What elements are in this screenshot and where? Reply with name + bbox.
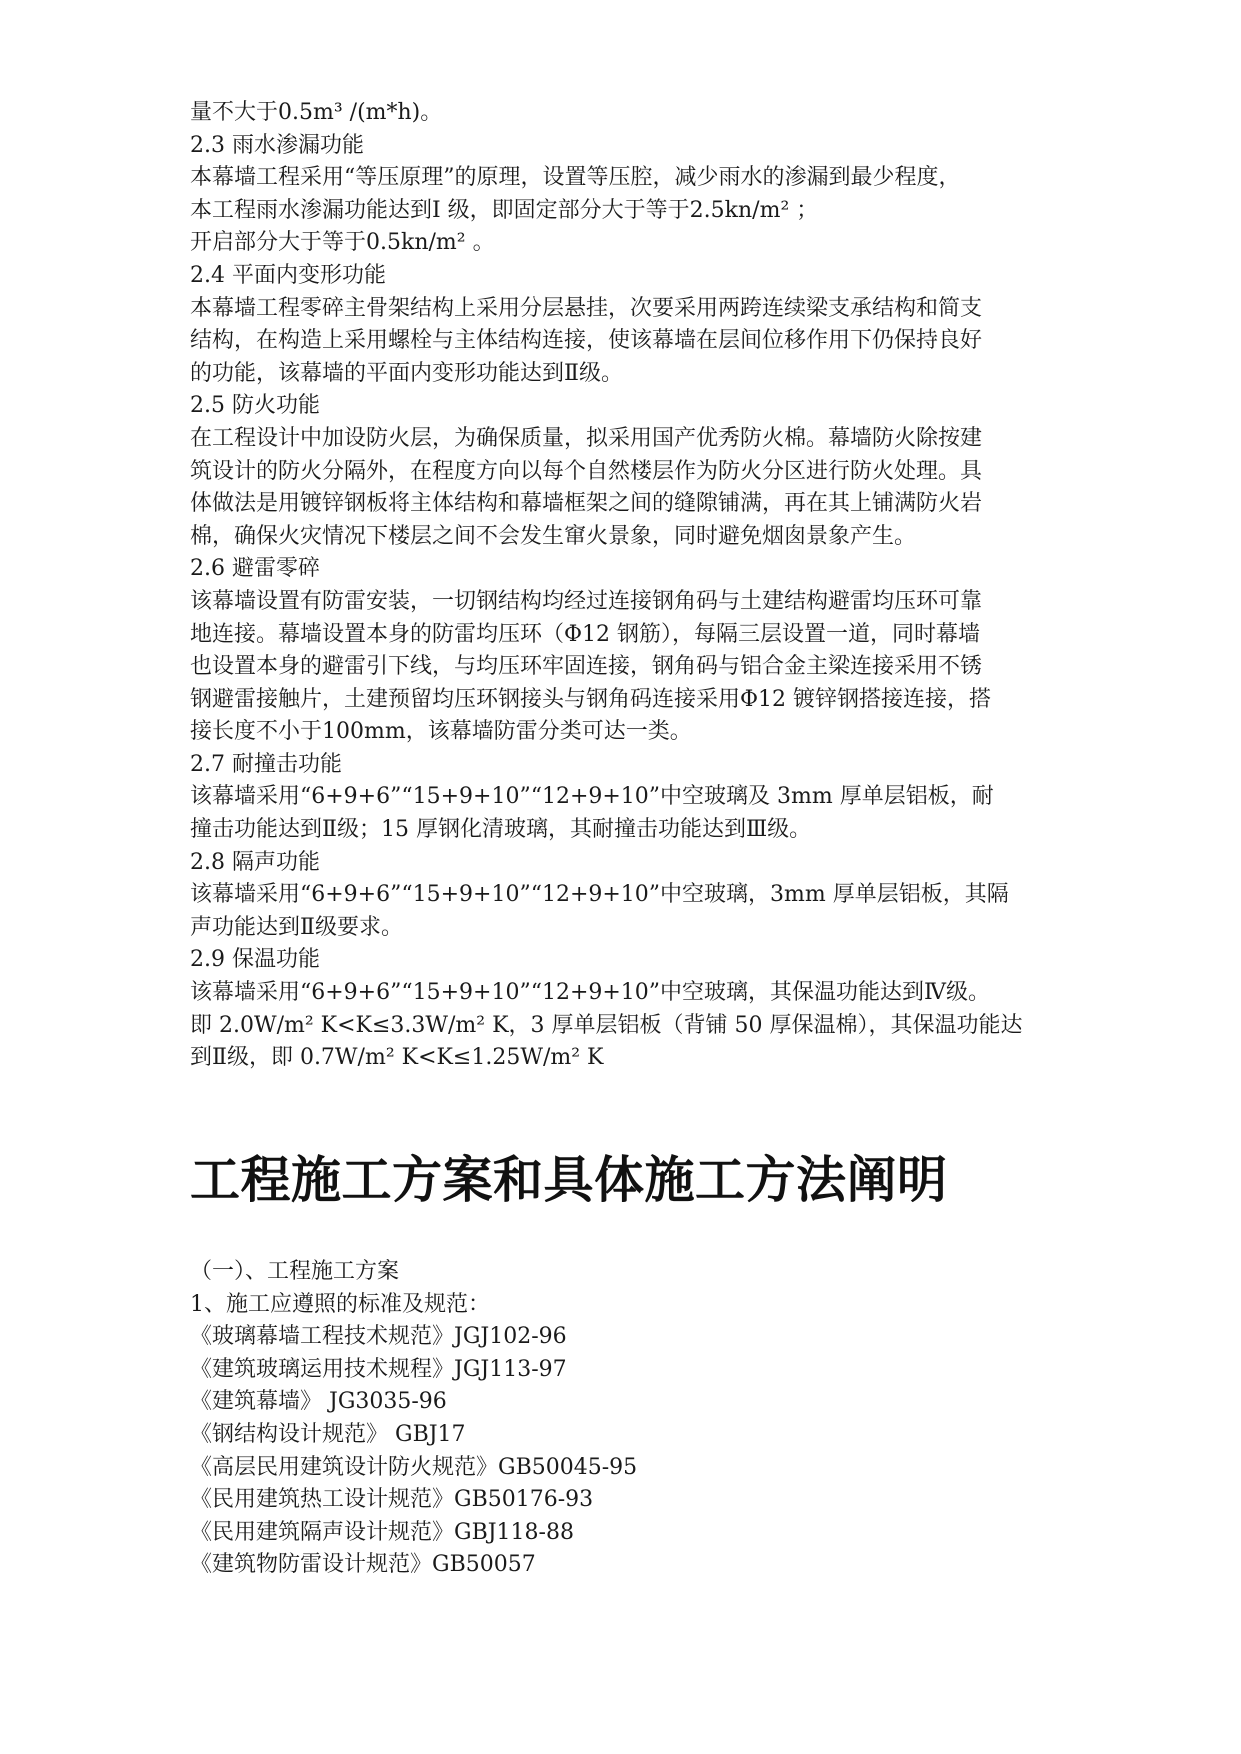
body-text-line: 接长度不小于100mm，该幕墙防雷分类可达一类。 — [190, 719, 692, 745]
body-text-line: 体做法是用镀锌钢板将主体结构和幕墙框架之间的缝隙铺满，再在其上铺满防火岩 — [190, 491, 983, 517]
body-text-line: 本幕墙工程采用“等压原理”的原理，设置等压腔，减少雨水的渗漏到最少程度， — [190, 165, 961, 191]
body-text-line: 《玻璃幕墙工程技术规范》JGJ102-96 — [190, 1324, 567, 1350]
body-text-line: 到Ⅱ级，即 0.7W/m² K<K≤1.25W/m² K — [190, 1045, 604, 1071]
body-text-line: 的功能，该幕墙的平面内变形功能达到Ⅱ级。 — [190, 360, 623, 386]
body-text-line: 结构，在构造上采用螺栓与主体结构连接，使该幕墙在层间位移作用下仍保持良好 — [190, 328, 983, 354]
body-text-line: 本工程雨水渗漏功能达到Ⅰ 级，即固定部分大于等于2.5kn/m² ； — [190, 197, 819, 223]
body-text-line: 即 2.0W/m² K<K≤3.3W/m² K，3 厚单层铝板（背铺 50 厚保温棉），其保温功能达 — [190, 1012, 1023, 1038]
body-text-line: 钢避雷接触片，土建预留均压环钢接头与钢角码连接采用Φ12 镀锌钢搭接连接，搭 — [190, 686, 992, 712]
body-text-line: 也设置本身的避雷引下线，与均压环牢固连接，钢角码与铝合金主梁连接采用不锈 — [190, 654, 983, 680]
body-text-line: 2.5 防火功能 — [190, 393, 320, 419]
body-text-line: 量不大于0.5m³ /(m*h)。 — [190, 100, 443, 125]
body-text-line: 《钢结构设计规范》 GBJ17 — [190, 1421, 466, 1447]
body-text-line: 筑设计的防火分隔外，在程度方向以每个自然楼层作为防火分区进行防火处理。具 — [190, 458, 983, 484]
body-text-line: 2.7 耐撞击功能 — [190, 751, 342, 777]
body-text-line: 开启部分大于等于0.5kn/m² 。 — [190, 230, 495, 256]
body-text-line: 《高层民用建筑设计防火规范》GB50045-95 — [190, 1454, 638, 1480]
body-text-line: 2.3 雨水渗漏功能 — [190, 132, 364, 158]
body-text-line: 撞击功能达到Ⅱ级；15 厚钢化清玻璃，其耐撞击功能达到Ⅲ级。 — [190, 817, 812, 843]
body-text-line: （一）、工程施工方案 — [190, 1259, 400, 1284]
body-text-line: 《民用建筑热工设计规范》GB50176-93 — [190, 1487, 594, 1513]
body-text-line: 声功能达到Ⅱ级要求。 — [190, 914, 403, 940]
body-text-line: 《民用建筑隔声设计规范》GBJ118-88 — [190, 1519, 574, 1545]
body-text-line: 该幕墙采用“6+9+6”“15+9+10”“12+9+10”中空玻璃，3mm 厚单层铝板，其隔 — [190, 882, 1009, 908]
body-text-line: 《建筑物防雷设计规范》GB50057 — [190, 1552, 536, 1578]
body-text-line: 1、施工应遵照的标准及规范： — [190, 1291, 490, 1317]
body-text-line: 该幕墙采用“6+9+6”“15+9+10”“12+9+10”中空玻璃，其保温功能达到Ⅳ级。 — [190, 980, 991, 1006]
body-text-line: 2.8 隔声功能 — [190, 849, 320, 875]
body-text-line: 2.4 平面内变形功能 — [190, 262, 386, 288]
body-text-line: 在工程设计中加设防火层，为确保质量，拟采用国产优秀防火棉。幕墙防火除按建 — [190, 425, 983, 451]
document-body-section-2 — [190, 1256, 1090, 1582]
chapter-heading: 工程施工方案和具体施工方法阐明 — [190, 1151, 948, 1209]
body-text-line: 本幕墙工程零碎主骨架结构上采用分层悬挂，次要采用两跨连续梁支承结构和简支 — [190, 295, 983, 321]
body-text-line: 《建筑玻璃运用技术规程》JGJ113-97 — [190, 1356, 567, 1382]
body-text-line: 该幕墙设置有防雷安装，一切钢结构均经过连接钢角码与土建结构避雷均压环可靠 — [190, 588, 983, 614]
body-text-line: 该幕墙采用“6+9+6”“15+9+10”“12+9+10”中空玻璃及 3mm 厚单层铝板，耐 — [190, 784, 994, 810]
body-text-line: 地连接。幕墙设置本身的防雷均压环（Φ12 钢筋），每隔三层设置一道，同时幕墙 — [190, 621, 981, 647]
body-text-line: 2.6 避雷零碎 — [190, 556, 320, 582]
body-text-line: 棉，确保火灾情况下楼层之间不会发生窜火景象，同时避免烟囱景象产生。 — [190, 523, 917, 549]
document-body-section-1 — [190, 97, 1090, 1075]
body-text-line: 2.9 保温功能 — [190, 947, 320, 973]
body-text-line: 《建筑幕墙》 JG3035-96 — [190, 1389, 447, 1415]
